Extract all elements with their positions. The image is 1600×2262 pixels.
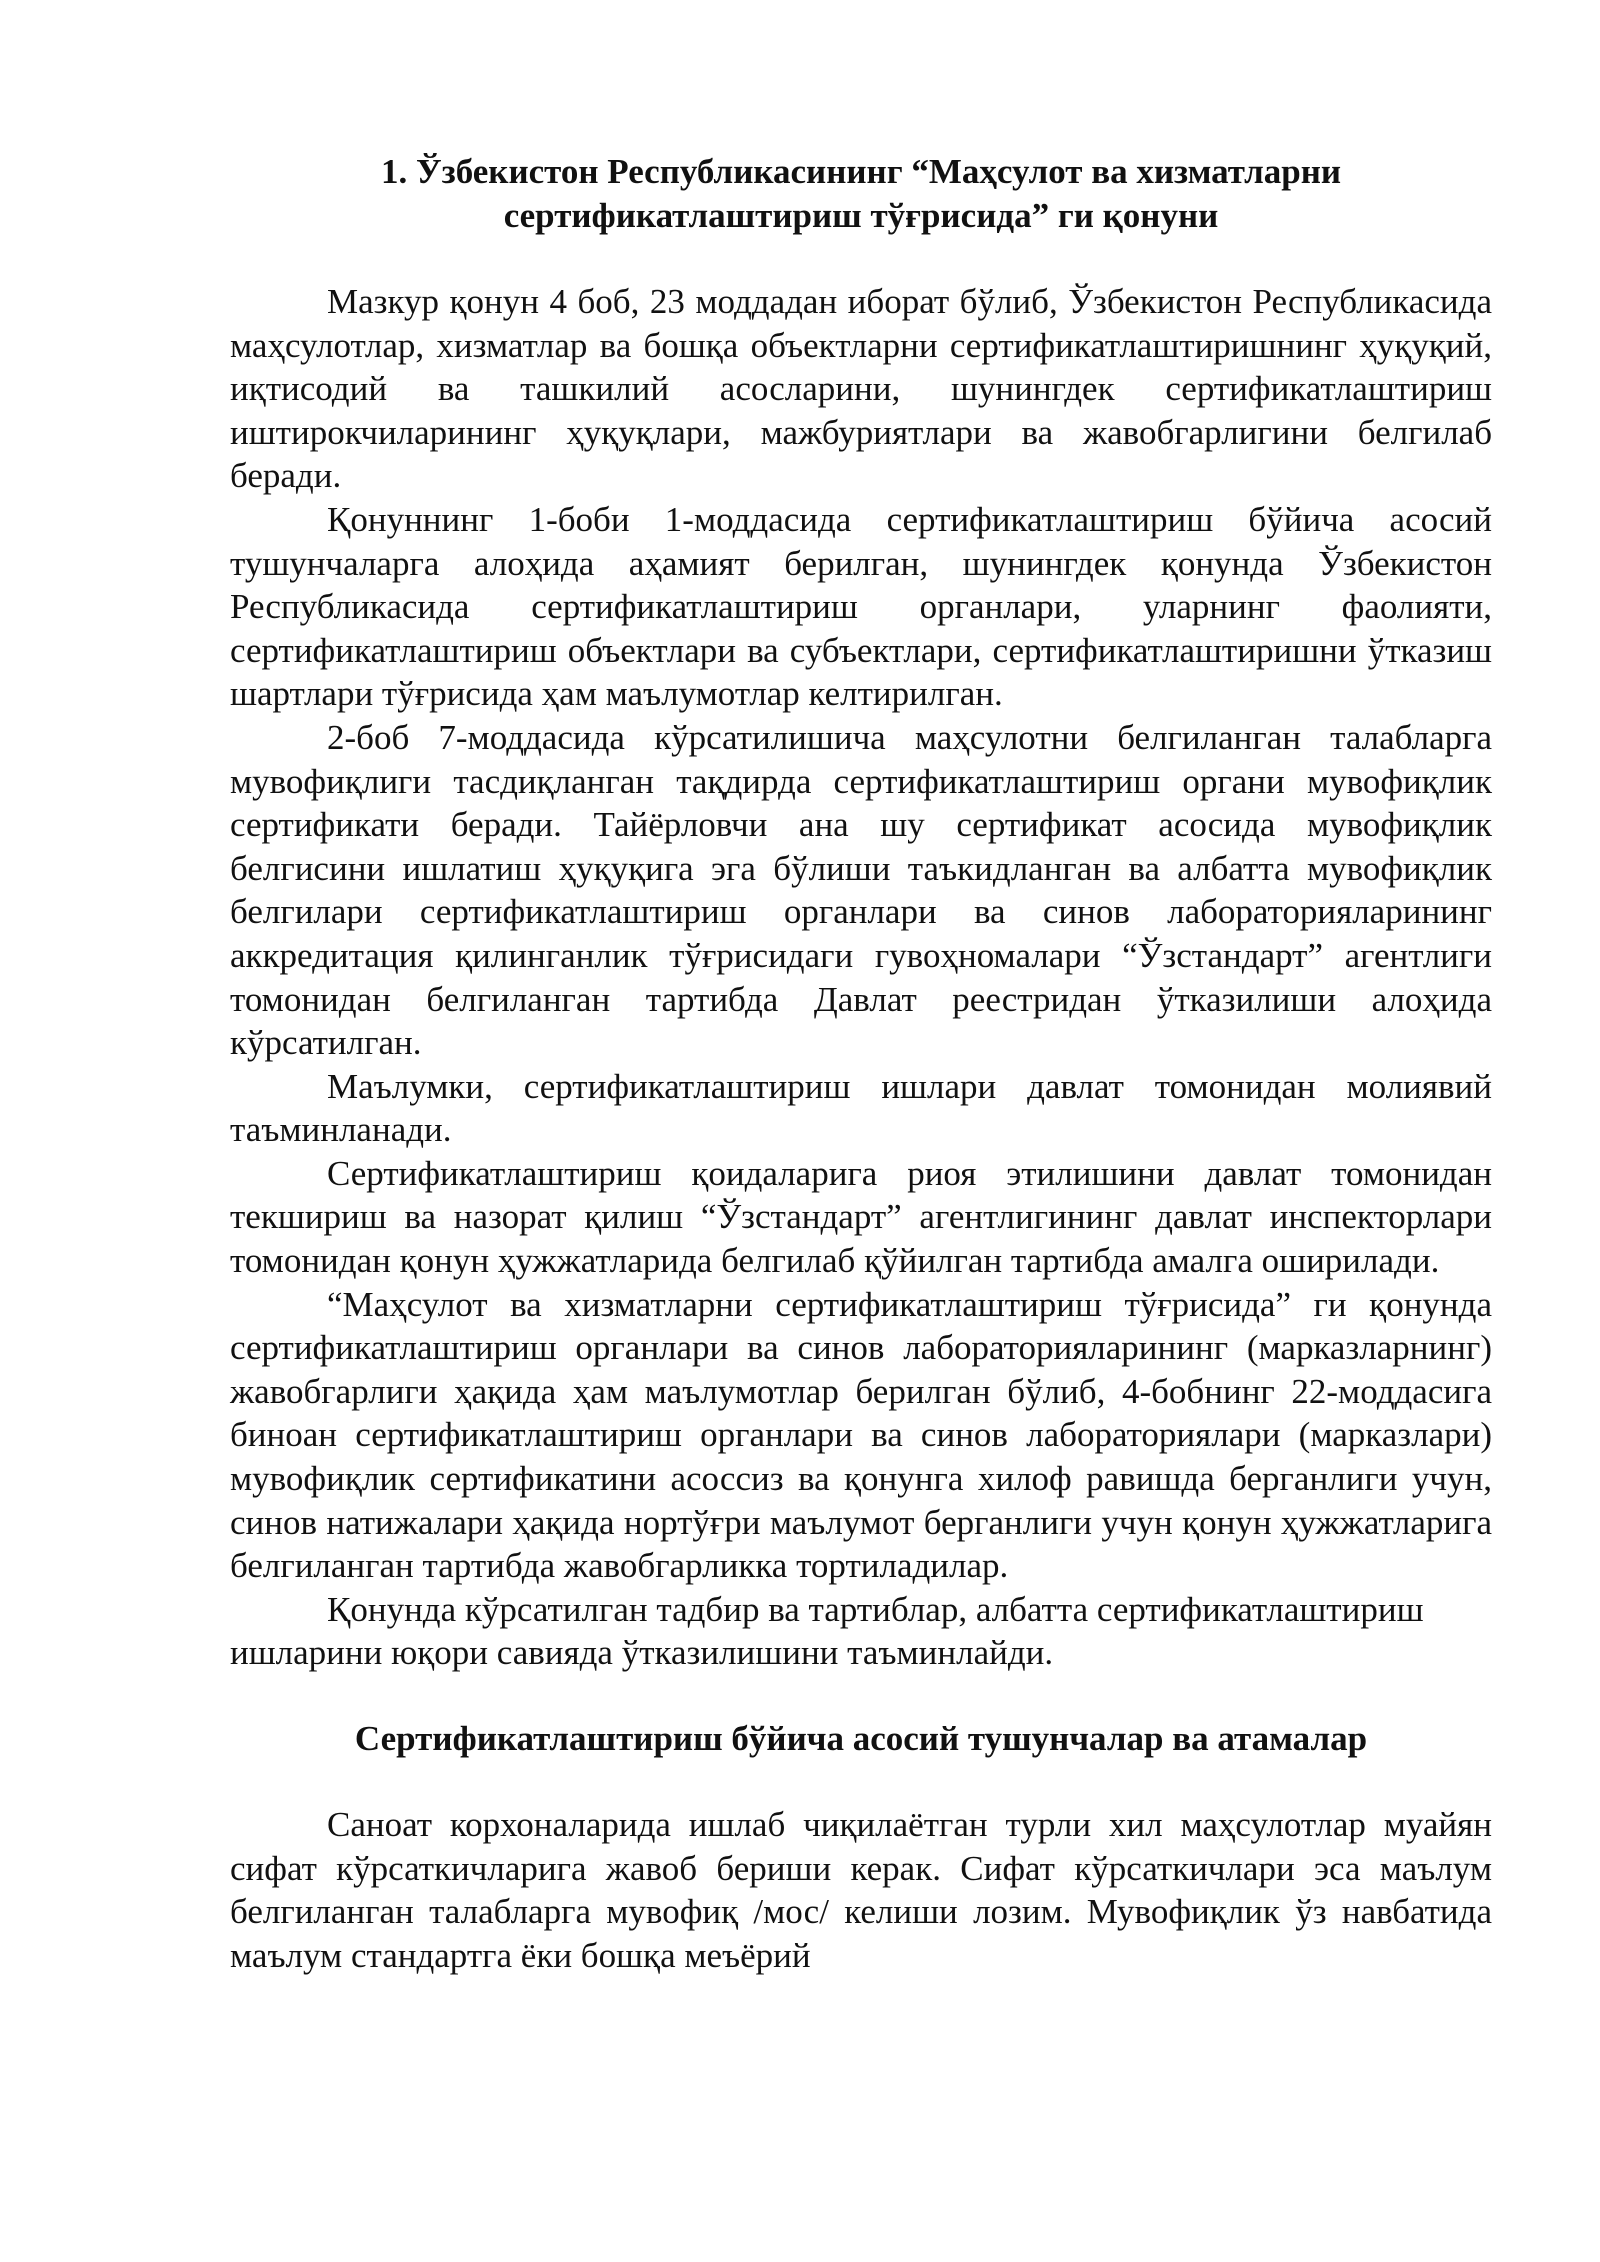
paragraph-1: Мазкур қонун 4 боб, 23 моддадан иборат бўлиб, Ўзбекистон Республикасида маҳсулотлар, хизматлар ва бошқа объектларни сертификатлаштиришнинг ҳуқуқий, иқтисодий ва ташкилий асосларини, шунингдек сертификатлаштириш иштирокчиларининг ҳуқуқлари, мажбуриятлари ва жавобгарлигини белгилаб беради. (230, 282, 1492, 496)
paragraph-6: “Маҳсулот ва хизматларни сертификатлаштириш тўғрисида” ги қонунда сертификатлаштириш органлари ва синов лабораторияларининг (марказларнинг) жавобгарлиги ҳақида ҳам маълумотлар берилган бўлиб, 4-бобнинг 22-моддасига биноан сертификатлаштириш органлари ва синов лабораториялари (марказлари) мувофиқлик сертификатини асоссиз ва қонунга хилоф равишда берганлиги учун, синов натижалари ҳақида нортўғри маълумот берганлиги учун қонун ҳужжатларига белгиланган тартибда жавобгарликка тортиладилар. (230, 1284, 1492, 1586)
paragraph-3: 2-боб 7-моддасида кўрсатилишича маҳсулотни белгиланган талабларга мувофиқлиги тасдиқланган тақдирда сертификатлаштириш органи мувофиқлик сертификати беради. Тайёрловчи ана шу сертификат асосида мувофиқлик белгисини ишлатиш ҳуқуқига эга бўлиши таъкидланган ва албатта мувофиқлик белгилари сертификатлаштириш органлари ва синов лабораторияларининг аккредитация қилинганлик тўғрисидаги гувоҳномалари “Ўзстандарт” агентлиги томонидан белгиланган тартибда Давлат реестридан ўтказилиши алоҳида кўрсатилган. (230, 717, 1492, 1063)
paragraph-7: Қонунда кўрсатилган тадбир ва тартиблар, албатта сертификатлаштириш ишларини юқори савияда ўтказилишини таъминлайди. (230, 1589, 1424, 1673)
document-title (230, 150, 1492, 238)
paragraph-5: Сертификатлаштириш қоидаларига риоя этилишини давлат томонидан текшириш ва назорат қилиш “Ўзстандарт” агентлигининг давлат инспекторлари томонидан қонун ҳужжатларида белгилаб қўйилган тартибда амалга оширилади. (230, 1153, 1492, 1281)
paragraph-4: Маълумки, сертификатлаштириш ишлари давлат томонидан молиявий таъминланади. (230, 1066, 1492, 1150)
title-line-2: сертификатлаштириш тўғрисида” ги қонуни (503, 196, 1219, 235)
document-page (230, 150, 1492, 1977)
section-heading: Сертификатлаштириш бўйича асосий тушунчалар ва атамалар (354, 1719, 1368, 1758)
section-2-paragraph: Саноат корхоналарида ишлаб чиқилаётган турли хил маҳсулотлар муайян сифат кўрсаткичларига жавоб бериши керак. Сифат кўрсаткичлари эса маълум белгиланган талабларга мувофиқ /мос/ келиши лозим. Мувофиқлик ўз навбатида маълум стандартга ёки бошқа меъёрий (230, 1805, 1492, 1975)
paragraph-2: Қонуннинг 1-боби 1-моддасида сертификатлаштириш бўйича асосий тушунчаларга алоҳида аҳамият берилган, шунингдек қонунда Ўзбекистон Республикасида сертификатлаштириш органлари, уларнинг фаолияти, сертификатлаштириш объектлари ва субъектлари, сертификатлаштиришни ўтказиш шартлари тўғрисида ҳам маълумотлар келтирилган. (230, 499, 1492, 714)
title-line-1: 1. Ўзбекистон Республикасининг “Маҳсулот ва хизматларни (380, 152, 1342, 191)
